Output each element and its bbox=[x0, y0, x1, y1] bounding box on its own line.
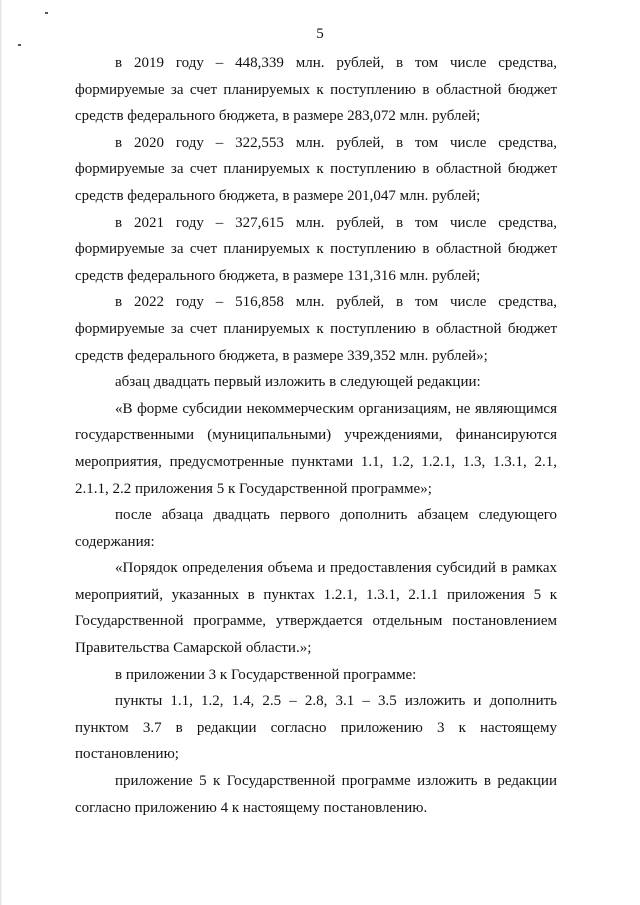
paragraph-appendix-3: в приложении 3 к Государственной программе: bbox=[115, 666, 417, 683]
paragraph-appendix-5: приложение 5 к Государственной программе изложить в редакции согласно приложению 4 к настоящему постановлению. bbox=[75, 773, 557, 816]
paragraph-amendment-intro: абзац двадцать первый изложить в следующей редакции: bbox=[115, 374, 481, 391]
scan-speck bbox=[45, 12, 48, 14]
paragraph-subsidy-form: «В форме субсидии некоммерческим организациям, не являющимся государственными (муниципальными) учреждениями, финансируются мероприятия, предусмотренные пунктами 1.1, 1.2, 1.2.1, 1.3, 1.3.1, 2.1, 2.1.1, 2.2 приложения 5 к Государственной программе»; bbox=[75, 400, 557, 497]
scan-speck bbox=[18, 44, 21, 46]
scan-left-edge bbox=[0, 0, 2, 905]
page-number: 5 bbox=[316, 26, 324, 42]
paragraph-addition-intro: после абзаца двадцать первого дополнить абзацем следующего содержания: bbox=[75, 507, 557, 550]
paragraph-budget-2019: в 2019 году – 448,339 млн. рублей, в том числе средства, формируемые за счет планируемых к поступлению в областной бюджет средств федерального бюджета, в размере 283,072 млн. рублей; bbox=[75, 55, 557, 125]
paragraph-budget-2020: в 2020 году – 322,553 млн. рублей, в том числе средства, формируемые за счет планируемых к поступлению в областной бюджет средств федерального бюджета, в размере 201,047 млн. рублей; bbox=[75, 134, 557, 204]
paragraph-appendix-3-points: пункты 1.1, 1.2, 1.4, 2.5 – 2.8, 3.1 – 3.5 изложить и дополнить пунктом 3.7 в редакции согласно приложению 3 к настоящему постановлению; bbox=[75, 693, 557, 763]
paragraph-budget-2021: в 2021 году – 327,615 млн. рублей, в том числе средства, формируемые за счет планируемых к поступлению в областной бюджет средств федерального бюджета, в размере 131,316 млн. рублей; bbox=[75, 214, 557, 284]
paragraph-budget-2022: в 2022 году – 516,858 млн. рублей, в том числе средства, формируемые за счет планируемых к поступлению в областной бюджет средств федерального бюджета, в размере 339,352 млн. рублей»; bbox=[75, 294, 557, 364]
paragraph-subsidy-procedure: «Порядок определения объема и предоставления субсидий в рамках мероприятий, указанных в пунктах 1.2.1, 1.3.1, 2.1.1 приложения 5 к Государственной программе, утверждается отдельным постановлением Правительства Самарской области.»; bbox=[75, 560, 557, 657]
document-body bbox=[75, 50, 557, 821]
